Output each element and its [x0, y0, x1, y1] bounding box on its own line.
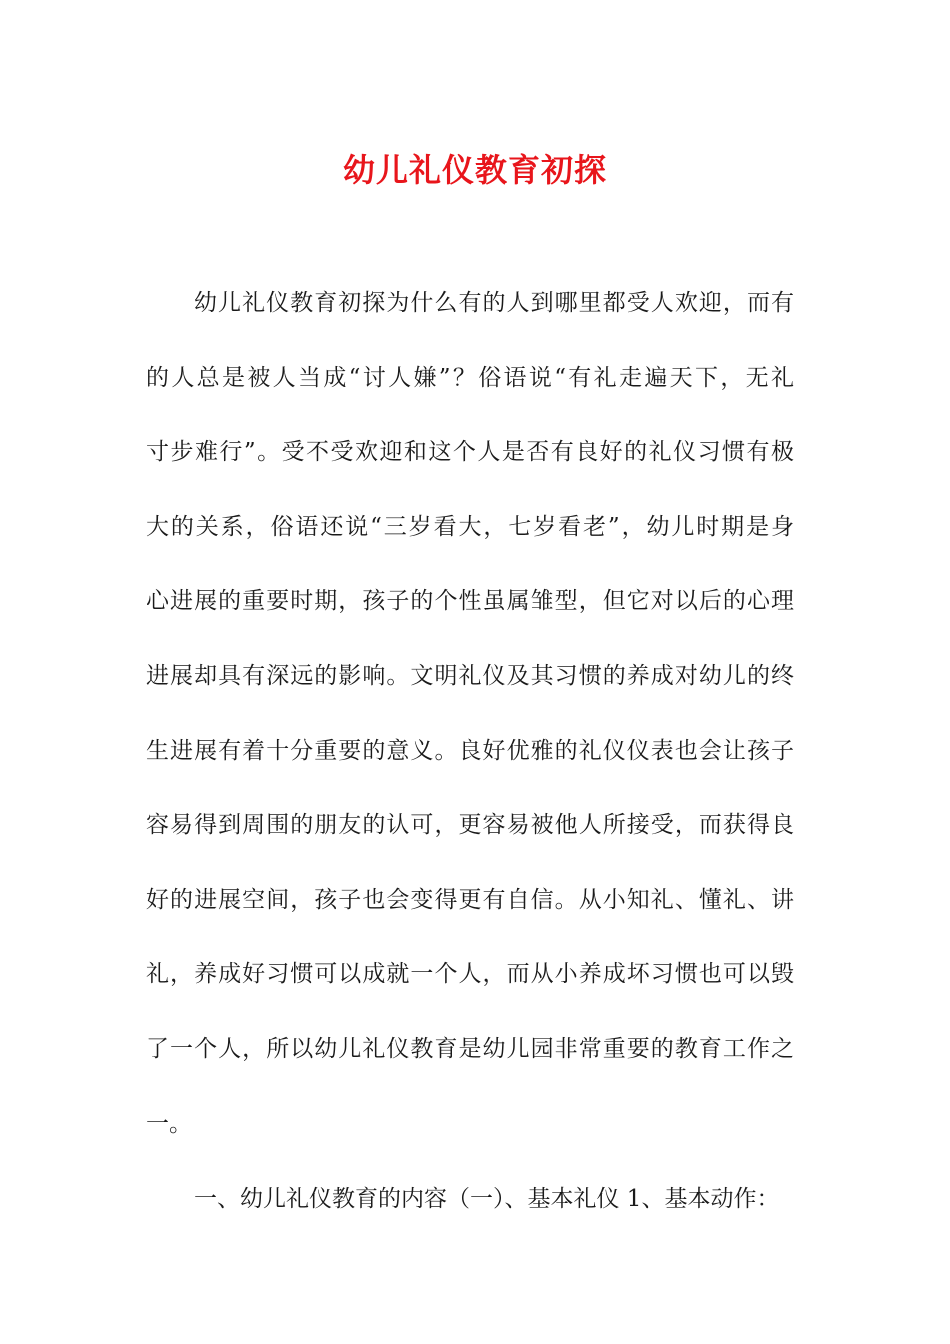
paragraph-line: 容易得到周围的朋友的认可，更容易被他人所接受，而获得良: [146, 812, 794, 839]
paragraph-line: 好的进展空间，孩子也会变得更有自信。从小知礼、懂礼、讲: [146, 886, 794, 913]
paragraph-line: 幼儿礼仪教育初探为什么有的人到哪里都受人欢迎，而有: [194, 290, 794, 316]
paragraph-line: 大的关系，俗语还说“三岁看大，七岁看老”，幼儿时期是身: [146, 513, 794, 540]
document-title: 幼儿礼仪教育初探: [342, 151, 607, 189]
paragraph-line: 的人总是被人当成“讨人嫌”？俗语说“有礼走遍天下，无礼: [146, 364, 794, 391]
section-heading-block: [146, 1174, 794, 1249]
paragraph-line: 寸步难行”。受不受欢迎和这个人是否有良好的礼仪习惯有极: [146, 439, 794, 466]
paragraph-line: 进展却具有深远的影响。文明礼仪及其习惯的养成对幼儿的终: [146, 662, 794, 689]
paragraph-line: 心进展的重要时期，孩子的个性虽属雏型，但它对以后的心理: [146, 588, 794, 615]
paragraph-line: 了一个人，所以幼儿礼仪教育是幼儿园非常重要的教育工作之: [146, 1035, 794, 1062]
paragraph-line: 礼，养成好习惯可以成就一个人，而从小养成坏习惯也可以毁: [146, 961, 794, 988]
section-heading: 一、幼儿礼仪教育的内容（一）、基本礼仪 1、基本动作：: [194, 1186, 780, 1212]
paragraph-line: 一。: [146, 1110, 192, 1137]
paragraph-line: 生进展有着十分重要的意义。良好优雅的礼仪仪表也会让孩子: [146, 737, 794, 764]
paragraph-intro: [146, 278, 794, 1173]
